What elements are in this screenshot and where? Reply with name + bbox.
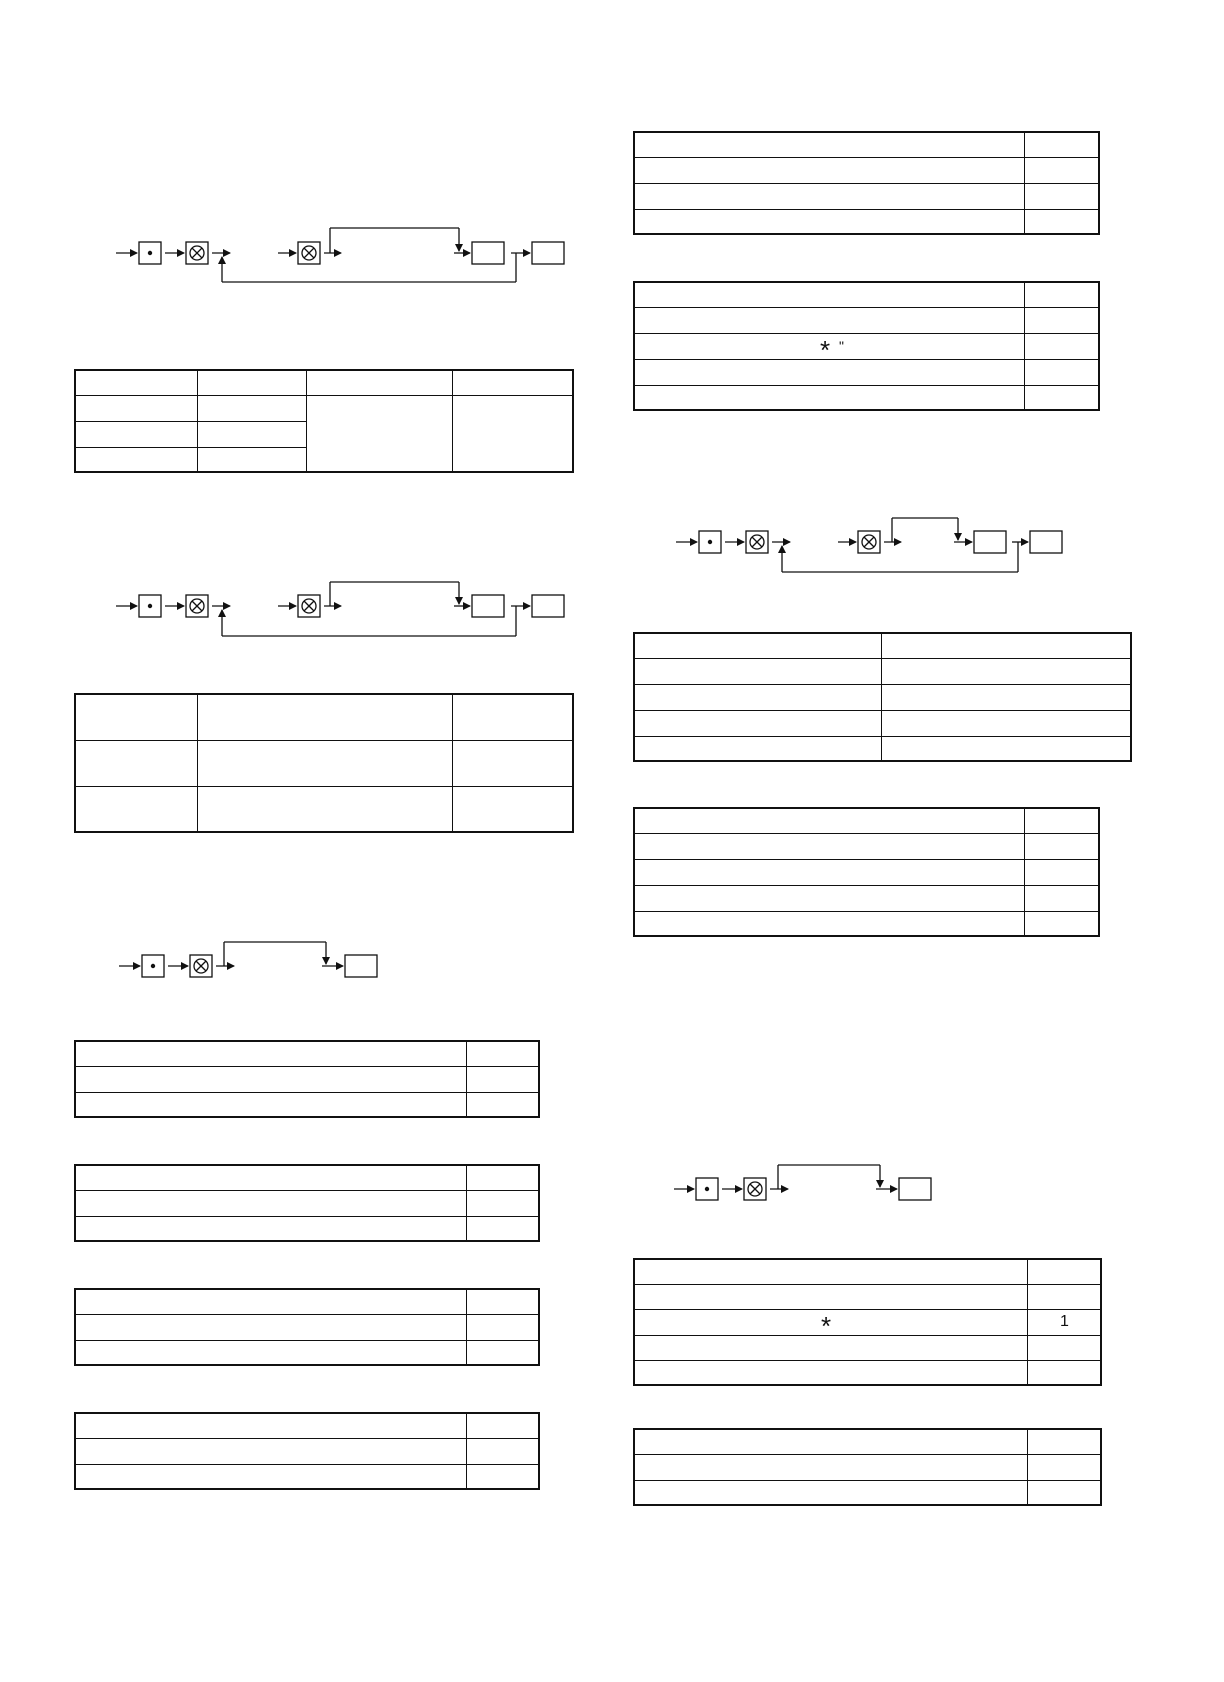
asterisk-mark: * [820, 335, 831, 365]
table-r6 [633, 1428, 1102, 1506]
quote-mark: " [839, 338, 844, 354]
table-r5-value: 1 [1060, 1313, 1069, 1330]
asterisk-mark: * [821, 1311, 832, 1341]
